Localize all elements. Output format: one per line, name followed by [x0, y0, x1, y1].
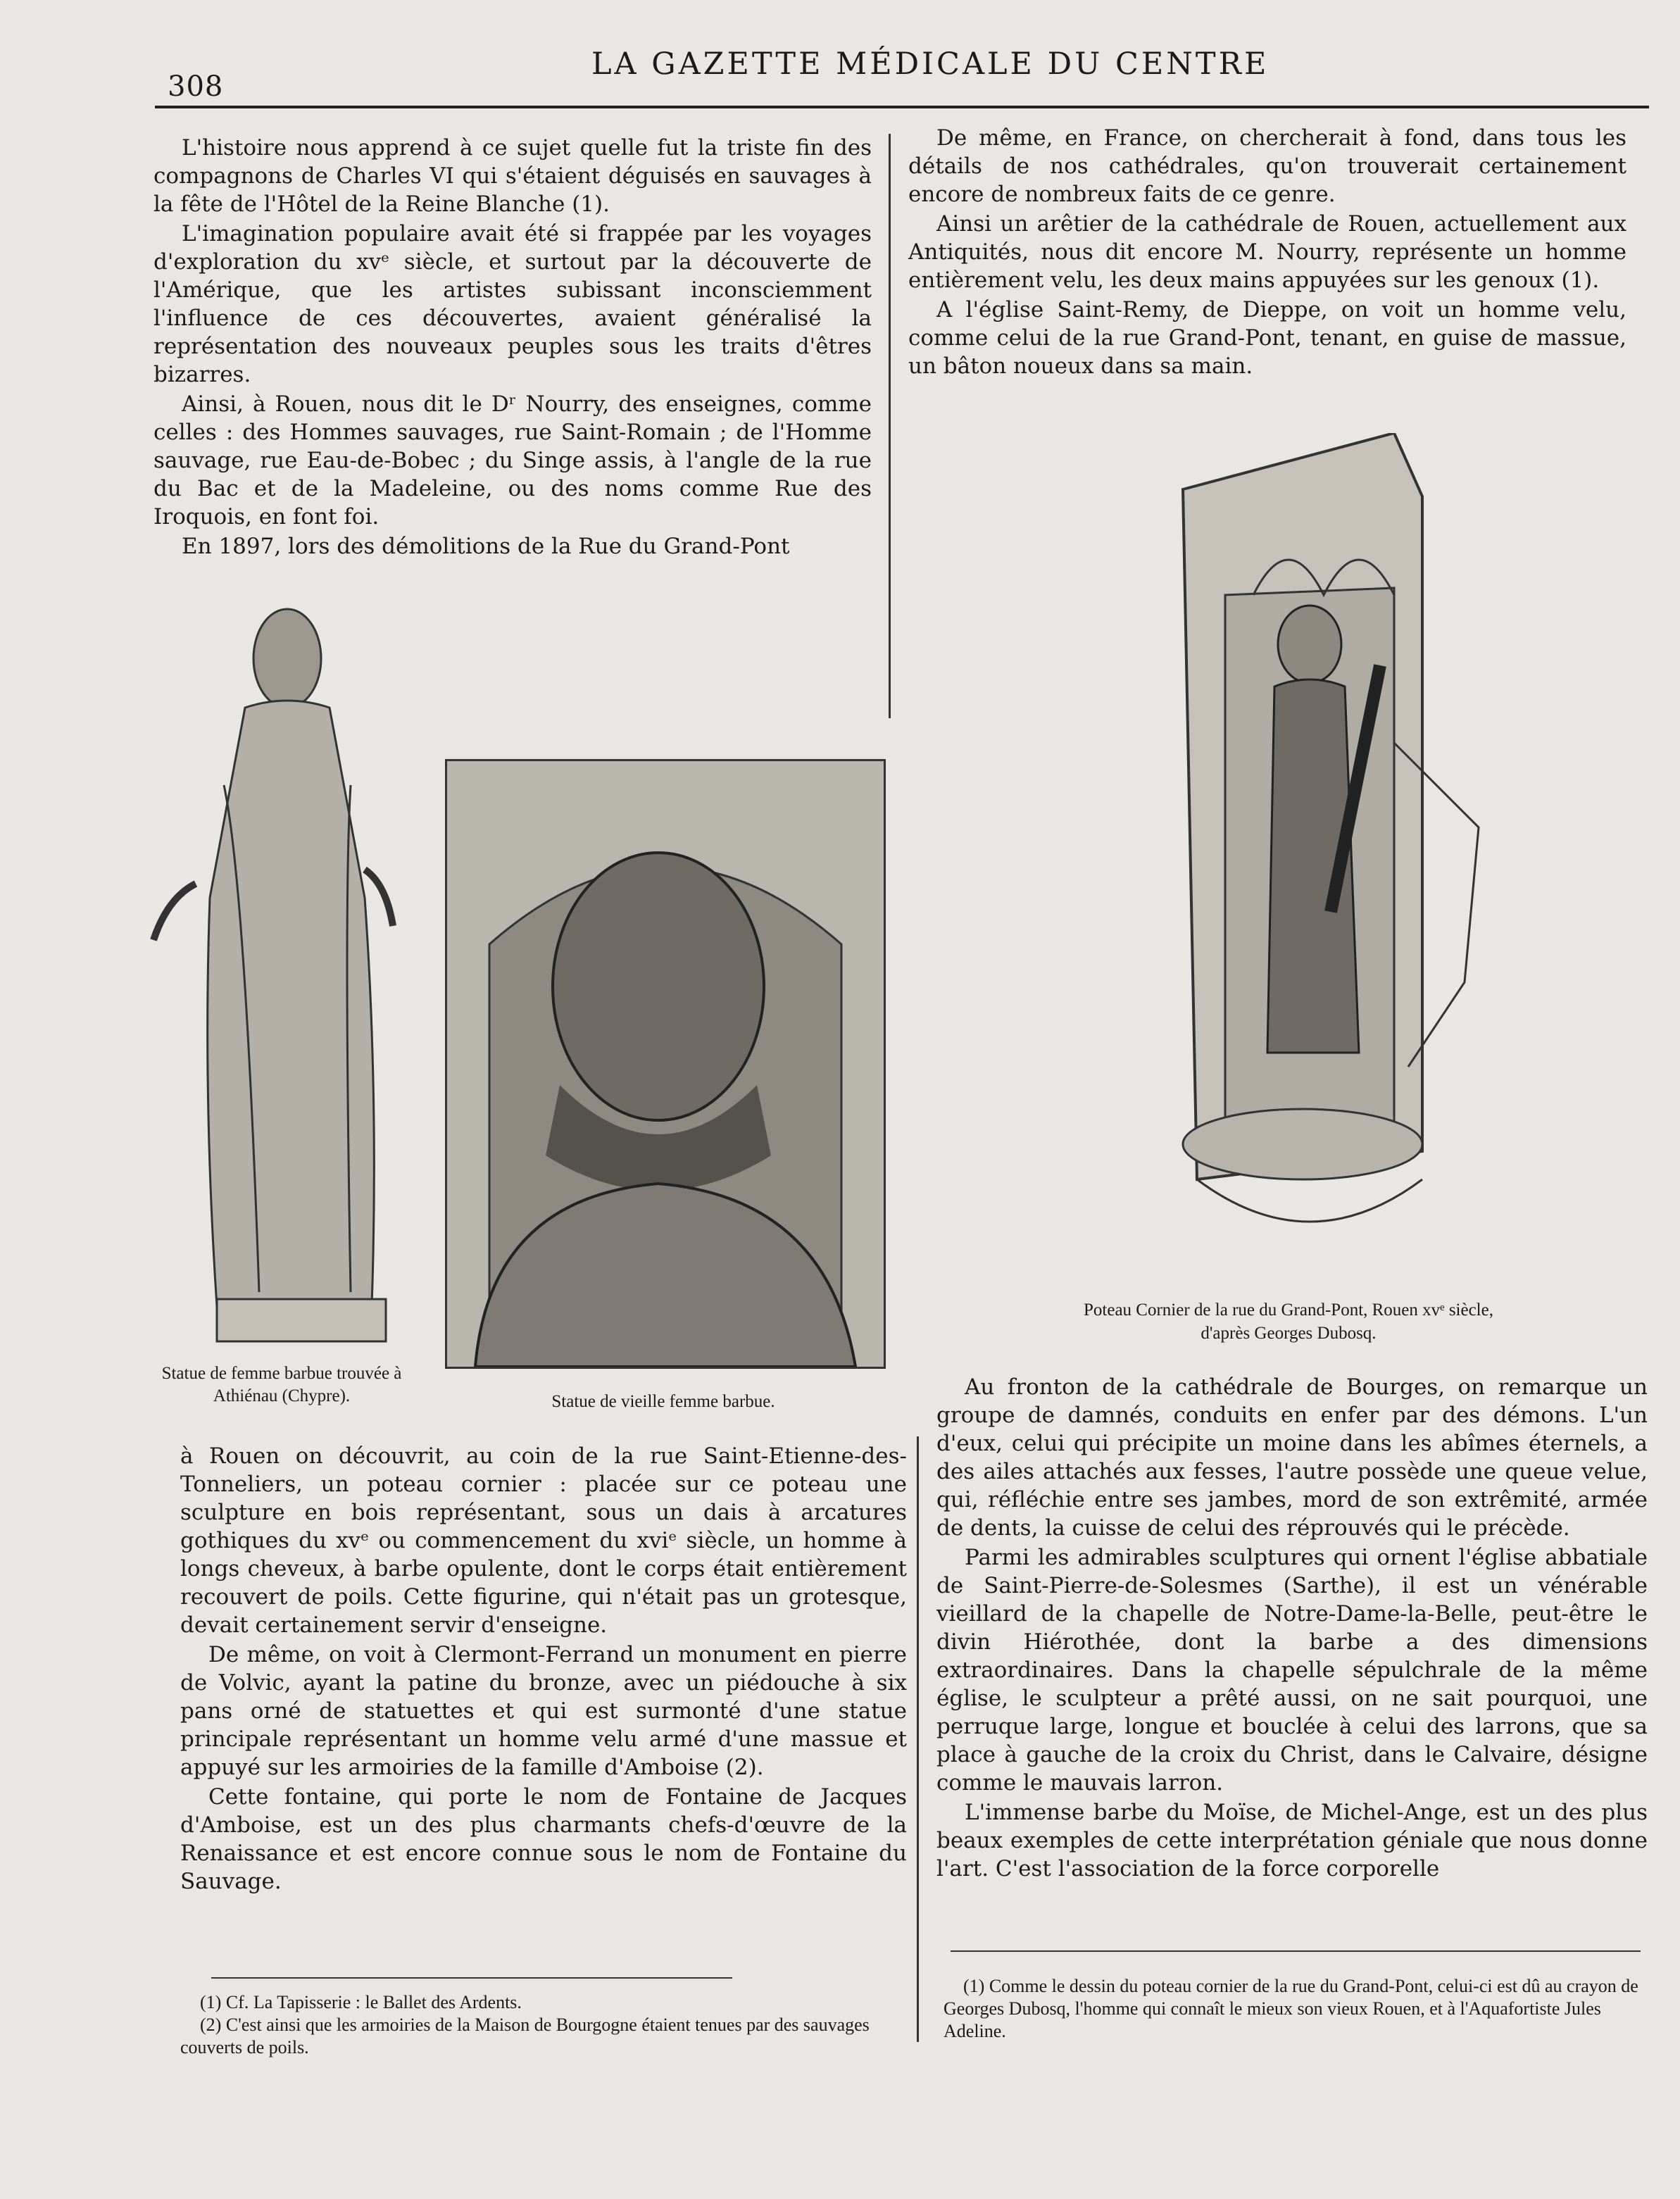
figure-old-bearded-woman — [445, 759, 886, 1369]
caption-old-bearded-woman: Statue de vieille femme barbue. — [551, 1392, 775, 1411]
paragraph: Au fronton de la cathédrale de Bourges, on remarque un groupe de damnés, conduits en enfer par des démons. L'un d'eux, celui qui précipite un moine dans les abîmes éternels, a des ailes attachés aux fesses, l'autre possède une queue velue, qui, réfléchie entre ses jambes, mord de son extrêmité, armée de dents, la cuisse de celui des réprouvés qui le précède. — [936, 1374, 1648, 1541]
page-number: 308 — [168, 70, 224, 103]
journal-title: LA GAZETTE MÉDICALE DU CENTRE — [591, 46, 1270, 82]
paragraph: Parmi les admirables sculptures qui ornent l'église abbatiale de Saint-Pierre-de-Solesmes (Sarthe), il est un vénérable vieillard de la chapelle de Notre-Dame-la-Belle, peut-être le divin Hiérothée, dont la barbe a des dimensions extraordinaires. Dans la chapelle sépulchrale de la même église, le sculpteur a prêté aussi, on ne sait pourquoi, une perruque large, longue et bouclée à celui des larrons, que sa place à gauche de la croix du Christ, dans le Calvaire, désigne comme le mauvais larron. — [936, 1545, 1648, 1796]
paragraph: L'histoire nous apprend à ce sujet quelle fut la triste fin des compagnons de Charles VI qui s'étaient déguisés en sauvages à la fête de l'Hôtel de la Reine Blanche (1). — [153, 135, 872, 217]
paragraph: Ainsi, à Rouen, nous dit le Dʳ Nourry, des enseignes, comme celles : des Hommes sauvages, rue Saint-Romain ; de l'Homme sauvage, rue Eau-de-Bobec ; du Singe assis, à l'angle de la rue du Bac et de la Madeleine, ou des noms comme Rue des Iroquois, en font foi. — [153, 391, 872, 530]
caption-corner-post-line1: Poteau Cornier de la rue du Grand-Pont, Rouen xvᵉ siècle, — [1084, 1301, 1493, 1320]
left-column-bottom — [180, 1442, 907, 1896]
right-column-top — [908, 124, 1626, 380]
footnote-rule-left — [211, 1977, 732, 1979]
left-column-top — [153, 134, 872, 560]
footnotes-left — [180, 1991, 907, 2059]
paragraph: Cette fontaine, qui porte le nom de Fontaine de Jacques d'Amboise, est un des plus charmants chefs-d'œuvre de la Renaissance et est encore connue sous le nom de Fontaine du Sauvage. — [180, 1784, 907, 1894]
right-column-bottom — [936, 1373, 1648, 1883]
statue-illustration — [139, 602, 428, 1348]
paragraph: De même, on voit à Clermont-Ferrand un monument en pierre de Volvic, ayant la patine du bronze, avec un piédouche à six pans orné de statuettes et qui est surmonté d'une statue principale représentant un homme velu armé d'une massue et appuyé sur les armoiries de la famille d'Amboise (2). — [180, 1642, 907, 1780]
caption-bearded-woman-statue: Statue de femme barbue trouvée à Athiénau (Chypre). — [161, 1364, 402, 1405]
paragraph: L'immense barbe du Moïse, de Michel-Ange, est un des plus beaux exemples de cette interprétation géniale que nous donne l'art. C'est l'association de la force corporelle — [936, 1800, 1648, 1881]
paragraph: De même, en France, on chercherait à fond, dans tous les détails de nos cathédrales, qu'on trouverait certainement encore de nombreux faits de ce genre. — [908, 125, 1626, 207]
caption-corner-post-line2: d'après Georges Dubosq. — [1201, 1324, 1377, 1343]
paragraph: En 1897, lors des démolitions de la Rue du Grand-Pont — [182, 534, 790, 559]
footnote-rule-right — [951, 1950, 1641, 1952]
header-rule — [155, 106, 1649, 108]
paragraph: L'imagination populaire avait été si frappée par les voyages d'exploration du xvᵉ siècle, et surtout par la découverte de l'Amérique, que les artistes subissant inconsciemment l'influence de ces découvertes, avaient généralisé la représentation des nouveaux peuples sous les traits d'êtres bizarres. — [153, 221, 872, 387]
paragraph: à Rouen on découvrit, au coin de la rue Saint-Etienne-des-Tonneliers, un poteau cornier : placée sur ce poteau une sculpture en bois représentant, sous un dais à arcatures gothiques du xvᵉ ou commencement du xviᵉ siècle, un homme à longs cheveux, à barbe opulente, dont le corps était entièrement recouvert de poils. Cette figurine, qui n'était pas un grotesque, devait certainement servir d'enseigne. — [180, 1443, 907, 1638]
footnote: (1) Cf. La Tapisserie : le Ballet des Ardents. — [200, 1992, 522, 2012]
footnote: (1) Comme le dessin du poteau cornier de la rue du Grand-Pont, celui-ci est dû au crayon de Georges Dubosq, l'homme qui connaît le mieux son vieux Rouen, et à l'Aquafortiste Jules Adeline. — [944, 1976, 1638, 2041]
bust-illustration — [447, 761, 884, 1367]
figure-corner-post — [1169, 433, 1493, 1271]
footnotes-right — [944, 1975, 1648, 2043]
corner-post-illustration — [1169, 433, 1493, 1271]
paragraph: Ainsi un arêtier de la cathédrale de Rouen, actuellement aux Antiquités, nous dit encore M. Nourry, représente un homme entièrement velu, les deux mains appuyées sur les genoux (1). — [908, 211, 1626, 293]
footnote: (2) C'est ainsi que les armoiries de la Maison de Bourgogne étaient tenues par des sauvages couverts de poils. — [180, 2015, 870, 2057]
figure-bearded-woman-statue — [139, 602, 428, 1348]
column-divider-top — [889, 134, 891, 718]
column-divider-bottom — [917, 1436, 919, 2042]
paragraph: A l'église Saint-Remy, de Dieppe, on voit un homme velu, comme celui de la rue Grand-Pont, tenant, en guise de massue, un bâton noueux dans sa main. — [908, 297, 1626, 379]
